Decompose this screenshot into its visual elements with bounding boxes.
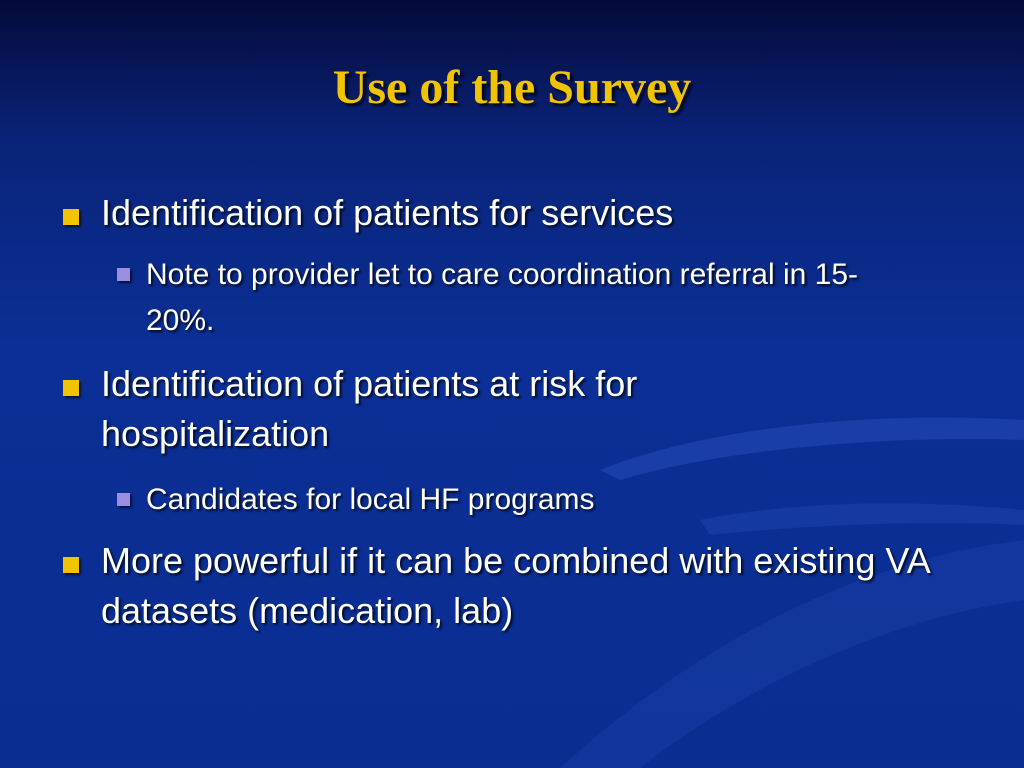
bullet-item: Identification of patients for services bbox=[101, 192, 674, 233]
bullet-square-icon bbox=[63, 557, 79, 573]
bullet-square-icon bbox=[63, 380, 79, 396]
sub-bullet-square-icon bbox=[117, 493, 130, 506]
sub-bullet-square-icon bbox=[117, 268, 130, 281]
sub-bullet-item: Note to provider let to care coordination referral in 15-20%. bbox=[146, 258, 859, 337]
bullet-item: Identification of patients at risk for hospitalization bbox=[101, 363, 638, 454]
slide-title: Use of the Survey bbox=[332, 61, 692, 114]
bullet-item: More powerful if it can be combined with existing VA datasets (medication, lab) bbox=[101, 540, 929, 631]
sub-bullet-item: Candidates for local HF programs bbox=[146, 483, 595, 516]
bullet-square-icon bbox=[63, 209, 79, 225]
